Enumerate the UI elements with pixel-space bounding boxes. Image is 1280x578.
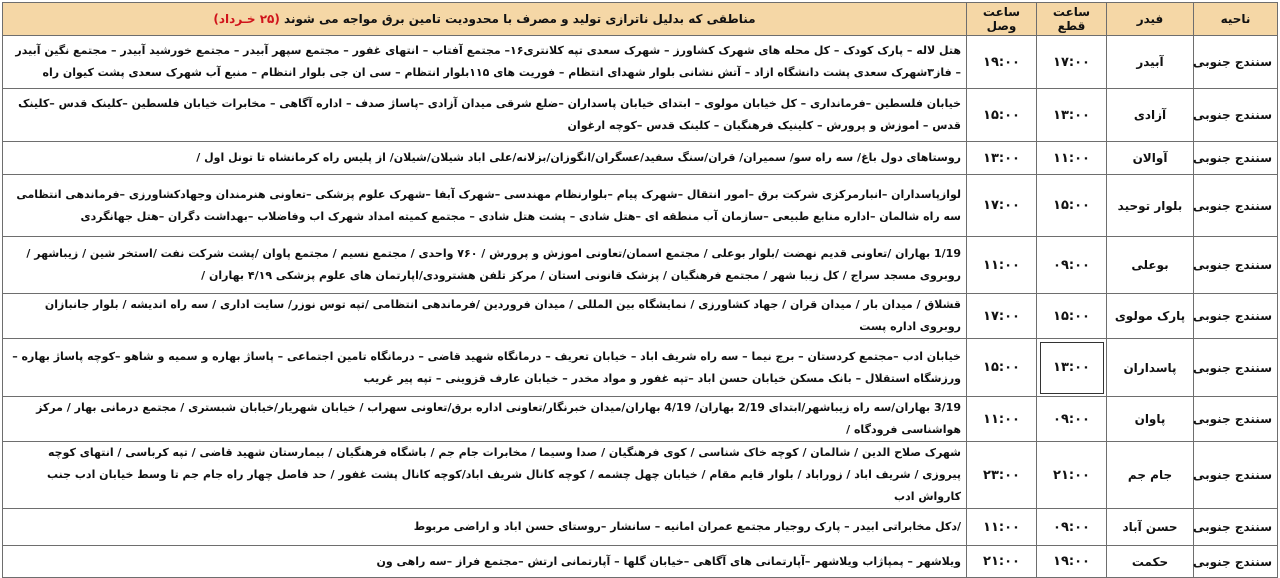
cell-connect-time: ۲۱:۰۰ [967,546,1037,578]
cell-feeder: پاسداران [1107,339,1194,397]
table-row [3,509,1278,546]
table-row [3,142,1278,175]
cell-connect-time: ۱۷:۰۰ [967,175,1037,237]
header-feeder: فیدر [1107,3,1194,36]
table-row [3,237,1278,294]
cell-region: سنندج جنوبی [1194,546,1278,578]
header-row [3,3,1278,36]
table-row [3,294,1278,339]
cell-region: سنندج جنوبی [1194,175,1278,237]
cell-cut-time: ۰۹:۰۰ [1037,509,1107,546]
cell-feeder: بوعلی [1107,237,1194,294]
cell-feeder: آبیدر [1107,36,1194,89]
cell-feeder: پارک مولوی [1107,294,1194,339]
cell-feeder: آوالان [1107,142,1194,175]
cell-feeder: پاوان [1107,397,1194,442]
cell-connect-time: ۲۳:۰۰ [967,442,1037,509]
cell-areas: 3/19 بهاران/سه راه زیباشهر/ابتدای 2/19 بهاران/ 4/19 بهاران/میدان خبرنگار/تعاونی اداره برق/تعاونی سهراب / خیابان شهریار/خیابان شبستری / مجتمع درمانی بهار / مرکز هواشناسی فرودگاه / [3,397,967,442]
cell-cut-time: ۰۹:۰۰ [1037,237,1107,294]
header-areas-date: (۲۵ خـرداد) [213,12,280,26]
cell-region: سنندج جنوبی [1194,142,1278,175]
cell-areas: شهرک صلاح الدین / شالمان / کوچه خاک شناسی / کوی فرهنگیان / صدا وسیما / مخابرات جام جم / باشگاه فرهنگیان / بیمارستان شهید قاضی / تپه کرباسی / انتهای کوچه پیروزی / شریف اباد / زوراباد / بلوار قایم مقام / خیابان چهل چشمه / کوچه کانال شریف اباد/کوچه کانال پشت غفور / حد فاصل چهار راه جام جم تا وسط خیابان ادب جنب کارواش ادب [3,442,967,509]
cell-areas: /دکل مخابراتی ابیدر – پارک روجیار مجتمع عمران امانیه – سانشار –روستای حسن اباد و اراضی مربوط [3,509,967,546]
table-row [3,397,1278,442]
header-region: ناحیه [1194,3,1278,36]
table-row [3,339,1278,397]
table-row [3,546,1278,578]
table-row [3,442,1278,509]
cell-cut-time: ۱۹:۰۰ [1037,546,1107,578]
table-row [3,175,1278,237]
cell-cut-time: ۱۵:۰۰ [1037,175,1107,237]
cell-connect-time: ۱۵:۰۰ [967,89,1037,142]
cell-areas: قشلاق / میدان بار / میدان قران / جهاد کشاورزی / نمایشگاه بین المللی / میدان فروردین /فرماندهی انتظامی /تپه توس نوزر/ سایت اداری / سه راه اندیشه / بلوار جانبازان روبروی اداره پست [3,294,967,339]
cell-areas: خیابان فلسطین –فرمانداری – کل خیابان مولوی – ابتدای خیابان پاسداران –ضلع شرقی میدان آزادی –پاساژ صدف – اداره آگاهی – مخابرات خیابان فلسطین –کلینک قدس –کلینک قدس – اموزش و پرورش – کلینیک فرهنگیان – کلینک قدس –کوچه ارغوان [3,89,967,142]
cell-connect-time: ۱۹:۰۰ [967,36,1037,89]
cell-connect-time: ۱۱:۰۰ [967,509,1037,546]
table-row [3,89,1278,142]
cell-cut-time: ۲۱:۰۰ [1037,442,1107,509]
cell-areas: 1/19 بهاران /تعاونی قدیم نهضت /بلوار بوعلی / مجتمع اسمان/تعاونی اموزش و پرورش / ۷۶۰ واحدی / مجتمع نسیم / مجتمع پاوان /پشت شرکت نفت /استخر شین / زیباشهر / روبروی مسجد سراج / کل زیبا شهر / مجتمع فرهنگیان / پزشک قانونی استان / مرکز تلفن هشترودی/اپارتمان های علوم پزشکی ۴/۱۹ بهاران / [3,237,967,294]
cell-cut-time: ۱۷:۰۰ [1037,36,1107,89]
cell-connect-time: ۱۳:۰۰ [967,142,1037,175]
header-cut-time: ساعت قطع [1037,3,1107,36]
cell-areas: لوازپاسداران –انبارمرکزی شرکت برق –امور انتقال –شهرک پیام –بلوارنظام مهندسی –شهرک آبفا –شهرک علوم پزشکی –تعاونی هنرمندان وجهادکشاورزی –فرماندهی انتظامی سه راه شالمان –اداره منابع طبیعی –سازمان آب منطقه ای –هتل شادی – پشت هتل شادی – مجتمع کمیته امداد شهرک اب وفاضلاب –بهداشت دگران –هتل جهانگردی [3,175,967,237]
cell-cut-time: ۰۹:۰۰ [1037,397,1107,442]
cell-region: سنندج جنوبی [1194,442,1278,509]
cell-feeder: حکمت [1107,546,1194,578]
cell-connect-time: ۱۵:۰۰ [967,339,1037,397]
table-body [3,36,1278,578]
cell-connect-time: ۱۷:۰۰ [967,294,1037,339]
cell-feeder: بلوار توحید [1107,175,1194,237]
cell-region: سنندج جنوبی [1194,509,1278,546]
cell-feeder: حسن آباد [1107,509,1194,546]
cell-region: سنندج جنوبی [1194,294,1278,339]
cell-connect-time: ۱۱:۰۰ [967,397,1037,442]
cell-region: سنندج جنوبی [1194,397,1278,442]
cell-region: سنندج جنوبی [1194,36,1278,89]
cell-region: سنندج جنوبی [1194,237,1278,294]
cell-areas: ویلاشهر – پمپاژاب ویلاشهر –آپارتمانی های آگاهی –خیابان گلها – آپارتمانی ارتش –مجتمع فراز –سه راهی ون [3,546,967,578]
cell-areas: هتل لاله – پارک کودک – کل محله های شهرک کشاورز – شهرک سعدی تپه کلانتری۱۶– مجتمع آفتاب – انتهای غفور – مجتمع سپهر آبیدر – مجتمع خورشید آبیدر – مجتمع نگین آبیدر – فاز۳شهرک سعدی پشت دانشگاه ازاد – آتش نشانی بلوار شهدای انتظام – فوریت های ۱۱۵بلوار انتظام – سی ان جی بلوار انتظام – منبع آب شهرک سعدی پشت کیوان راه [3,36,967,89]
cell-connect-time: ۱۱:۰۰ [967,237,1037,294]
cell-feeder: آزادی [1107,89,1194,142]
table-row [3,36,1278,89]
cell-feeder: جام جم [1107,442,1194,509]
cell-areas: خیابان ادب –مجتمع کردستان – برج نیما – سه راه شریف اباد – خیابان تعریف – درمانگاه شهید قاضی – درمانگاه تامین اجتماعی – پاساژ بهاره و سمیه و شاهو –کوچه پاساژ بهاره –ورزشگاه استقلال – بانک مسکن خیابان حسن اباد –تپه غفور و مواد مخدر – خیابان عارف قزوینی – تپه پیر غریب [3,339,967,397]
header-areas [3,3,967,36]
cell-cut-time: ۱۳:۰۰ [1037,89,1107,142]
cell-areas: روستاهای دول باغ/ سه راه سو/ سمیران/ قران/سنگ سفید/عسگران/انگوزان/بزلانه/علی اباد شیلان/شیلان/ از پلیس راه کرمانشاه تا تونل اول / [3,142,967,175]
header-connect-time: ساعت وصل [967,3,1037,36]
cell-region: سنندج جنوبی [1194,339,1278,397]
header-areas-title: مناطقی که بدلیل ناترازی تولید و مصرف با محدودیت تامین برق مواجه می شوند [284,12,756,26]
cell-cut-time: ۱۵:۰۰ [1037,294,1107,339]
outage-table [2,2,1278,578]
cell-region: سنندج جنوبی [1194,89,1278,142]
cell-cut-time: ۱۳:۰۰ [1037,339,1107,397]
cell-cut-time: ۱۱:۰۰ [1037,142,1107,175]
